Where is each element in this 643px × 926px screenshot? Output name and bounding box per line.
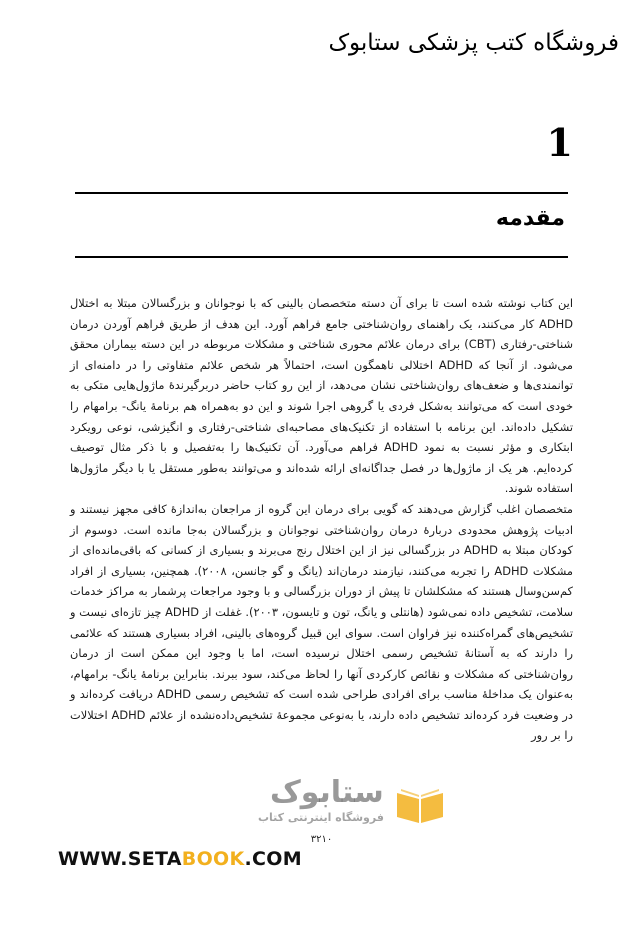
website-suffix: .COM xyxy=(244,848,302,870)
website-prefix: WWW.SETA xyxy=(58,848,182,870)
body-text xyxy=(70,293,573,746)
watermark-logo xyxy=(180,775,480,835)
book-icon xyxy=(395,785,445,825)
watermark-brand: ستابوک xyxy=(270,775,384,810)
store-header-title: فروشگاه کتب پزشکی ستابوک xyxy=(328,30,619,56)
chapter-rule-top xyxy=(75,192,568,194)
chapter-number: 1 xyxy=(546,120,573,165)
chapter-title: مقدمه xyxy=(495,206,565,231)
website-accent: BOOK xyxy=(181,848,245,870)
chapter-rule-bottom xyxy=(75,256,568,258)
website-url[interactable] xyxy=(58,848,302,870)
page-number: ۳۲۱۰ xyxy=(310,834,333,845)
body-paragraph: متخصصان اغلب گزارش می‌دهند که گویی برای درمان این گروه از مراجعان به‌اندازهٔ کافی مجهز نیستند و ادبیات پژوهش محدودی دربارهٔ درمان روان‌شناختی نوجوانان و بزرگسالان به‌جا مانده است. دوسوم از کودکان مبتلا به ADHD در بزرگسالی نیز از این اختلال رنج می‌برند و بسیاری از کسانی که باقی‌مانده‌ای از مشکلات ADHD را تجربه می‌کنند، نیازمند درمان‌اند (یانگ و گو جانسن، ۲۰۰۸). همچنین، بسیاری از افراد کم‌سن‌وسال هستند که مشکلشان تا پیش از دوران بزرگسالی و با وجود مراجعات پرشمار به مراکز خدمات سلامت، تشخیص داده نمی‌شود (هانتلی و یانگ، تون و تایسون، ۲۰۰۳). غفلت از ADHD چیز تازه‌ای نیست و تشخیص‌های گمراه‌کننده نیز فراوان است. سوای این قبیل گروه‌های بالینی، افراد بسیاری هستند که علائمی را دارند که به آستانهٔ تشخیص رسمی اختلال نرسیده است، اما با وجود این ممکن است از درمان روان‌شناختی که مشکلات و نقائص کارکردی آنها را لحاظ می‌کند، سود ببرند. بنابراین برنامهٔ یانگ- برامهام، به‌عنوان یک مداخلهٔ مناسب برای افرادی طراحی شده است که تشخیص رسمی ADHD دریافت کرده‌اند و در وضعیت فرد کرده‌اند تشخیص داده دارند، یا به‌نوعی مجموعهٔ تشخیص‌داده‌نشده از علائم ADHD اختلالات را بر رور xyxy=(70,501,574,743)
watermark-tagline: فروشگاه اینترنتی کتاب xyxy=(258,811,384,824)
body-paragraph: این کتاب نوشته شده است تا برای آن دسته متخصصان بالینی که با نوجوانان و بزرگسالان مبتلا به اختلال ADHD کار می‌کنند، یک راهنمای روان‌شناختی جامع فراهم آورد. این هدف از طریق فراهم آوردن درمان شناختی-رفتاری (CBT) برای درمان علائم محوری شناختی و مشکلات مربوطه در این دسته بیماران محقق می‌شود. از آنجا که ADHD اختلالی ناهمگون است، احتمالاً هر شخص علائم متفاوتی را در دامنه‌ای از توانمندی‌ها و ضعف‌های روان‌شناختی نشان می‌دهد، از این رو کتاب حاضر دربرگیرندهٔ ماژول‌هایی متکی به خودی است که می‌توانند به‌شکل فردی یا گروهی اجرا شوند و این دو به‌همراه هم برنامهٔ یانگ- برامهام را تشکیل داده‌اند. این برنامه با استفاده از تکنیک‌های مصاحبه‌ای شناختی-رفتاری و انگیزشی، نوعی رویکرد ابتکاری و مؤثر نسبت به نمود ADHD فراهم می‌آورد. آن تکنیک‌ها را به‌تفصیل و با ذکر مثال توصیف کرده‌ایم. هر یک از ماژول‌ها در فصل جداگانه‌ای ارائه شده‌اند و می‌توانند به‌طور مستقل یا با دیگر ماژول‌ها استفاده شوند. xyxy=(70,296,574,496)
